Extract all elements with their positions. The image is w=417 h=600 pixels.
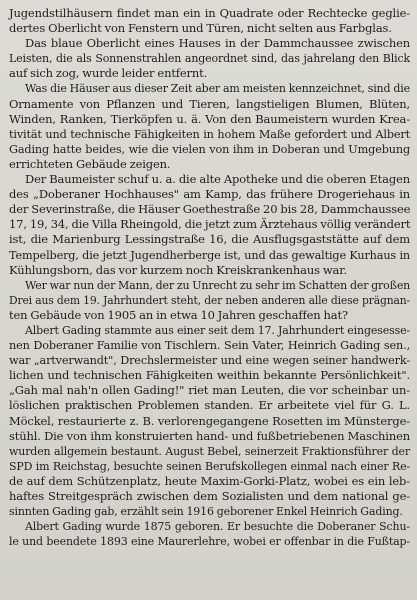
text-line: 17, 19, 34, die Villa Rheingold, die jetzt zum Ärztehaus völlig verändert [9, 217, 411, 232]
text-line: haftes Streitgespräch zwischen dem Sozialisten und dem national ge- [9, 489, 410, 503]
text-line: dertes Oberlicht von Fenstern und Türen, nicht selten aus Farbglas. [9, 21, 392, 36]
text-line: Jugendstilhäusern findet man ein in Quadrate oder Rechtecke geglie- [9, 6, 410, 20]
text-line: löslichen praktischen Problemen standen. Er arbeitete viel für G. L. [9, 398, 410, 413]
text-line: le und beendete 1893 eine Maurerlehre, wobei er offenbar in die Fußtap- [9, 535, 410, 549]
text-line: de auf dem Schützenplatz, heute Maxim-Gorki-Platz, wobei es ein leb- [9, 473, 410, 488]
text-line: lichen und technischen Fähigkeiten weithin bekannte Persönlichkeit". [9, 368, 410, 383]
text-line: wurden allgemein bestaunt. August Bebel, seinerzeit Fraktionsführer der [9, 444, 410, 458]
text-line: „Gah mal nah'n ollen Gading!" riet man Leuten, die vor scheinbar un- [9, 383, 410, 398]
text-line: Kühlungsborn, das vor kurzem noch Kreiskrankenhaus war. [9, 262, 347, 277]
text-line: Winden, Ranken, Tierköpfen u. ä. Von den Baumeistern wurden Krea- [9, 111, 410, 126]
text-line: des „Doberaner Hochhauses" am Kamp, das frühere Drogeriehaus in [9, 187, 410, 202]
text-line: nen Doberaner Familie von Tischlern. Sein Vater, Heinrich Gading sen., [9, 339, 410, 353]
text-line: Das blaue Oberlicht eines Hauses in der Dammchaussee zwischen [25, 36, 410, 51]
text-line: Der Baumeister schuf u. a. die alte Apotheke und die oberen Etagen [25, 172, 410, 187]
text-line: Gading hatte beides, wie die vielen von ihm in Doberan und Umgebung [9, 142, 410, 156]
text-line: Wer war nun der Mann, der zu Unrecht zu sehr im Schatten der großen [25, 278, 411, 292]
text-line: Tempelberg, die jetzt Jugendherberge ist, und das gewaltige Kurhaus in [9, 248, 410, 262]
text-line: Drei aus dem 19. Jahrhundert steht, der neben anderen alle diese prägnan- [9, 293, 410, 307]
text-line: Albert Gading wurde 1875 geboren. Er besuchte die Doberaner Schu- [25, 520, 410, 534]
text-line: auf sich zog, wurde leider entfernt. [9, 66, 208, 81]
text-line: ten Gebäude von 1905 an in etwa 10 Jahren geschaffen hat? [9, 307, 348, 322]
text-line: ist, die Marienburg Lessingstraße 16, die Ausflugsgaststätte auf dem [9, 232, 410, 247]
text-line: SPD im Reichstag, besuchte seinen Berufskollegen einmal nach einer Re- [9, 459, 410, 473]
text-line: stühl. Die von ihm konstruierten hand- und fußbetriebenen Maschinen [9, 428, 410, 443]
text-line: der Severinstraße, die Häuser Goethestraße 20 bis 28, Dammchaussee [9, 202, 411, 217]
text-line: errichteten Gebäude zeigen. [9, 156, 171, 171]
text-line: Möckel, restaurierte z. B. verlorengegangene Rosetten im Münsterge- [9, 413, 410, 428]
text-line: sinnten Gading gab, erzählt sein 1916 geborener Enkel Heinrich Gading. [9, 505, 403, 519]
text-line: tivität und technische Fähigkeiten in hohem Maße gefordert und Albert [9, 127, 410, 141]
text-line: Was die Häuser aus dieser Zeit aber am meisten kennzeichnet, sind die [25, 82, 410, 96]
text-line: Albert Gading stammte aus einer seit dem 17. Jahrhundert eingesesse- [25, 323, 410, 337]
text-line: war „artverwandt", Drechslermeister und eine wegen seiner handwerk- [9, 354, 410, 368]
text-line: Ornamente von Pflanzen und Tieren, langstieligen Blumen, Blüten, [9, 96, 410, 111]
text-line: Leisten, die als Sonnenstrahlen angeordnet sind, das jahrelang den Blick [9, 52, 410, 66]
